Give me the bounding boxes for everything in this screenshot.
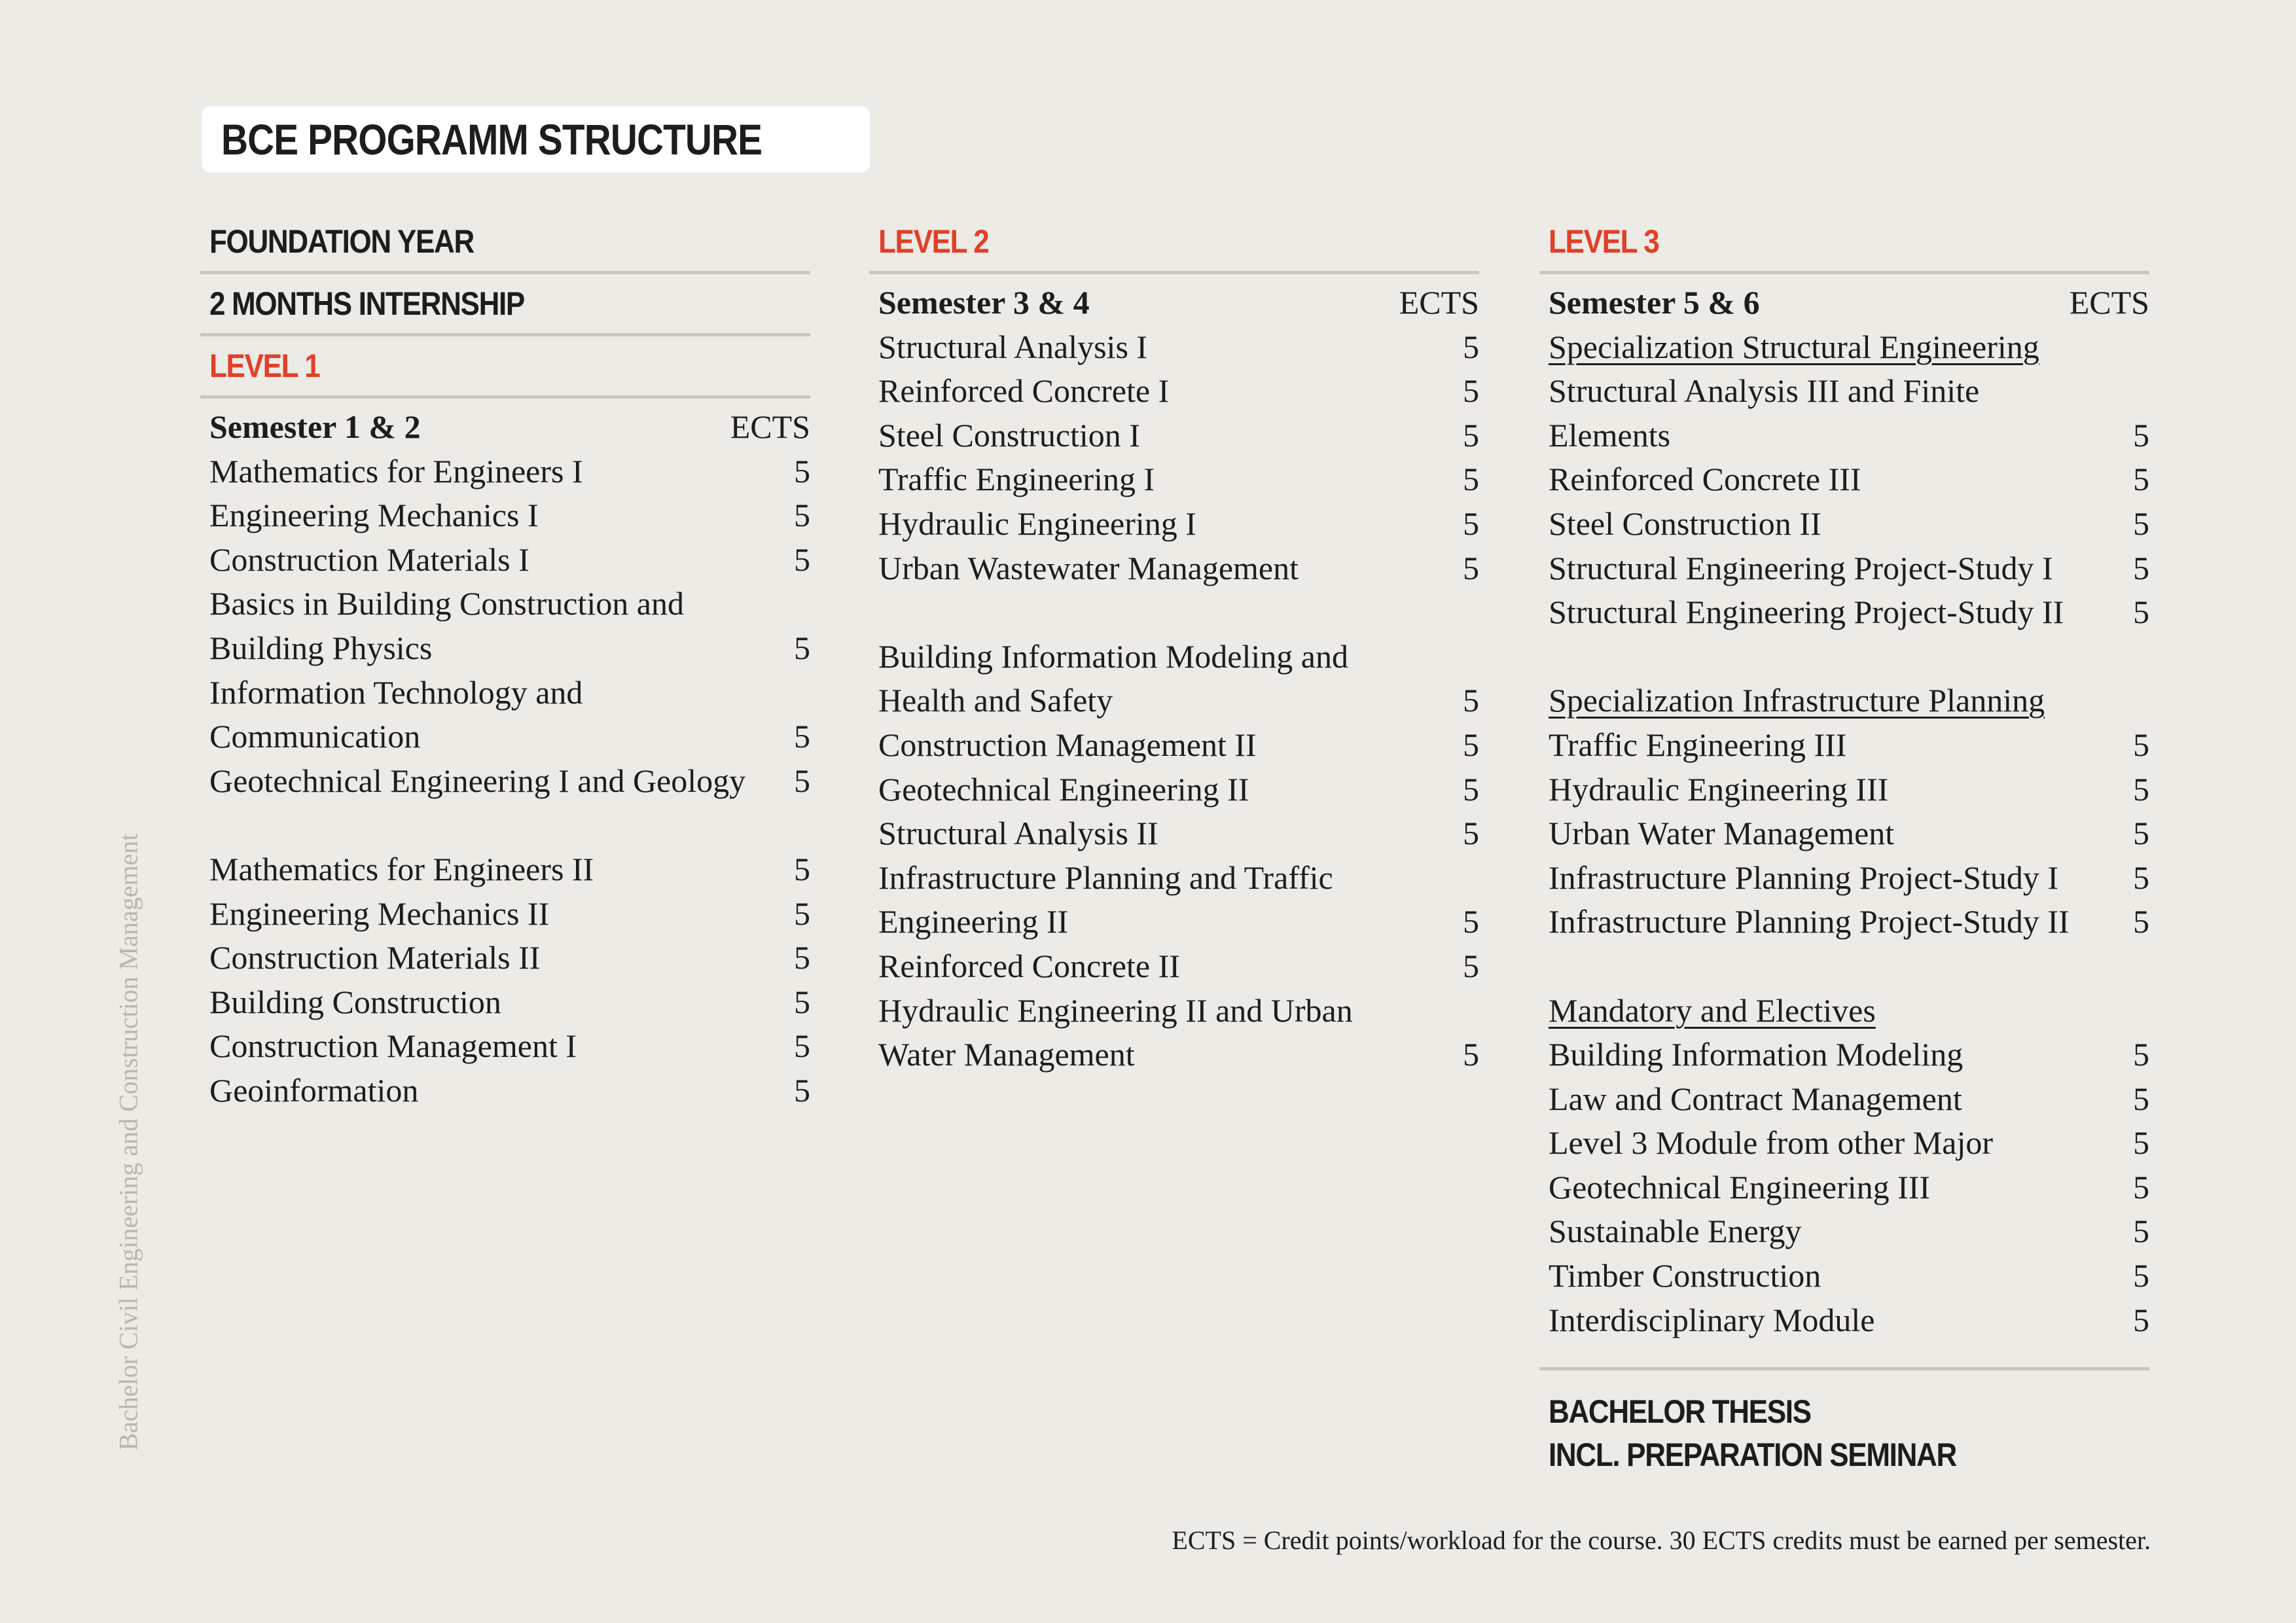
course-name: Structural Engineering Project-Study II xyxy=(1549,594,2064,631)
foundation-year-heading: FOUNDATION YEAR xyxy=(209,223,474,260)
course-ects: 5 xyxy=(1463,815,1479,852)
course-name: Structural Analysis I xyxy=(878,328,1148,365)
course-row xyxy=(878,325,1479,370)
course-row xyxy=(1549,1254,2149,1298)
course-row xyxy=(209,936,810,980)
course-ects: 5 xyxy=(2133,505,2149,542)
course-name: Traffic Engineering III xyxy=(1549,726,1847,763)
course-name: Engineering Mechanics II xyxy=(209,895,550,932)
course-name: Geoinformation xyxy=(209,1071,419,1109)
semester-header xyxy=(209,405,810,450)
course-row xyxy=(209,980,810,1025)
course-ects: 5 xyxy=(1463,903,1479,940)
course-row xyxy=(1549,590,2149,635)
specialization-heading: Specialization Structural Engineering xyxy=(1549,328,2039,365)
course-row xyxy=(878,812,1479,856)
column-level-2 xyxy=(869,212,1479,1077)
course-ects: 5 xyxy=(2133,549,2149,586)
course-name: Building Information Modeling and Health and Safety xyxy=(878,637,1348,719)
course-ects: 5 xyxy=(794,850,810,887)
course-row xyxy=(209,671,810,759)
course-name: Reinforced Concrete III xyxy=(1549,461,1861,498)
course-row xyxy=(1549,1166,2149,1210)
course-name: Geotechnical Engineering I and Geology xyxy=(209,762,746,799)
course-name: Building Information Modeling xyxy=(1549,1036,1964,1073)
course-name: Basics in Building Construction and Building Physics xyxy=(209,585,684,666)
course-list xyxy=(1539,274,2149,1342)
course-ects: 5 xyxy=(1463,770,1479,808)
course-ects: 5 xyxy=(1463,505,1479,542)
course-name: Interdisciplinary Module xyxy=(1549,1301,1875,1338)
semester-label: Semester 1 & 2 xyxy=(209,408,421,445)
course-row xyxy=(1549,1209,2149,1254)
side-caption: Bachelor Civil Engineering and Construction Management xyxy=(113,833,143,1451)
course-ects: 5 xyxy=(1463,372,1479,410)
course-row xyxy=(878,546,1479,591)
course-name: Building Construction xyxy=(209,983,501,1020)
course-ects: 5 xyxy=(794,983,810,1020)
course-ects: 5 xyxy=(1463,328,1479,365)
course-row xyxy=(209,1024,810,1069)
course-row xyxy=(1549,1121,2149,1166)
course-ects: 5 xyxy=(1463,947,1479,984)
course-name: Sustainable Energy xyxy=(1549,1213,1802,1250)
course-ects: 5 xyxy=(1463,461,1479,498)
course-row xyxy=(1549,546,2149,591)
course-ects: 5 xyxy=(1463,726,1479,763)
course-name: Traffic Engineering I xyxy=(878,461,1155,498)
course-name: Construction Management II xyxy=(878,726,1257,763)
course-name: Infrastructure Planning Project-Study I xyxy=(1549,859,2058,896)
semester-header xyxy=(878,281,1479,325)
course-ects: 5 xyxy=(2133,461,2149,498)
course-ects: 5 xyxy=(794,762,810,799)
column-level-3 xyxy=(1539,212,2149,1476)
specialization-heading: Specialization Infrastructure Planning xyxy=(1549,682,2045,719)
course-row xyxy=(1549,768,2149,812)
course-row xyxy=(878,856,1479,944)
course-list xyxy=(200,399,810,1113)
course-name: Urban Water Management xyxy=(1549,815,1895,852)
course-name: Steel Construction I xyxy=(878,416,1140,454)
ects-header: ECTS xyxy=(2069,284,2149,321)
course-row xyxy=(878,723,1479,768)
course-ects: 5 xyxy=(794,718,810,755)
course-row xyxy=(209,582,810,670)
course-ects: 5 xyxy=(1463,682,1479,719)
page-title: BCE PROGRAMM STRUCTURE xyxy=(221,115,762,164)
course-ects: 5 xyxy=(2133,1080,2149,1117)
footnote: ECTS = Credit points/workload for the course. 30 ECTS credits must be earned per semester. xyxy=(1172,1525,2151,1555)
course-name: Structural Engineering Project-Study I xyxy=(1549,549,2053,586)
course-row xyxy=(1549,1077,2149,1122)
level-1-heading: LEVEL 1 xyxy=(209,348,320,384)
course-row xyxy=(209,892,810,936)
course-name: Law and Contract Management xyxy=(1549,1080,1962,1117)
course-ects: 5 xyxy=(794,629,810,666)
course-name: Geotechnical Engineering III xyxy=(1549,1168,1931,1205)
course-name: Construction Materials II xyxy=(209,939,541,976)
course-ects: 5 xyxy=(2133,1124,2149,1162)
course-row xyxy=(209,1069,810,1113)
course-ects: 5 xyxy=(794,452,810,490)
course-row xyxy=(878,944,1479,989)
course-ects: 5 xyxy=(794,541,810,578)
course-row xyxy=(878,369,1479,414)
course-row xyxy=(1549,900,2149,944)
course-ects: 5 xyxy=(1463,416,1479,454)
course-name: Engineering Mechanics I xyxy=(209,497,539,534)
course-ects: 5 xyxy=(2133,1213,2149,1250)
course-name: Structural Analysis II xyxy=(878,815,1158,852)
semester-label: Semester 3 & 4 xyxy=(878,284,1090,321)
course-ects: 5 xyxy=(2133,815,2149,852)
bachelor-thesis xyxy=(1539,1370,2149,1476)
course-name: Steel Construction II xyxy=(1549,505,1821,542)
course-name: Geotechnical Engineering II xyxy=(878,770,1249,808)
ects-header: ECTS xyxy=(730,408,810,445)
course-ects: 5 xyxy=(2133,1036,2149,1073)
course-name: Infrastructure Planning and Traffic Engineering II xyxy=(878,859,1333,940)
course-name: Level 3 Module from other Major xyxy=(1549,1124,1993,1162)
course-row xyxy=(209,493,810,538)
course-name: Urban Wastewater Management xyxy=(878,549,1299,586)
semester-label: Semester 5 & 6 xyxy=(1549,284,1760,321)
course-row xyxy=(1549,723,2149,768)
course-ects: 5 xyxy=(1463,1036,1479,1073)
course-ects: 5 xyxy=(2133,770,2149,808)
course-row xyxy=(1549,856,2149,901)
course-ects: 5 xyxy=(2133,416,2149,454)
course-ects: 5 xyxy=(794,895,810,932)
internship-heading: 2 MONTHS INTERNSHIP xyxy=(209,285,524,322)
course-name: Hydraulic Engineering I xyxy=(878,505,1196,542)
course-name: Mathematics for Engineers II xyxy=(209,850,594,887)
course-row xyxy=(878,457,1479,502)
course-name: Structural Analysis III and Finite Elements xyxy=(1549,372,1980,454)
course-row xyxy=(1549,1033,2149,1077)
course-ects: 5 xyxy=(1463,549,1479,586)
course-ects: 5 xyxy=(794,1027,810,1065)
course-name: Information Technology and Communication xyxy=(209,673,583,755)
course-row xyxy=(878,635,1479,723)
thesis-line-1: BACHELOR THESIS xyxy=(1549,1393,1811,1431)
course-ects: 5 xyxy=(2133,1168,2149,1205)
course-name: Infrastructure Planning Project-Study II xyxy=(1549,903,2070,940)
course-row xyxy=(878,989,1479,1077)
course-name: Hydraulic Engineering III xyxy=(1549,770,1889,808)
course-name: Hydraulic Engineering II and Urban Water Management xyxy=(878,991,1353,1073)
course-ects: 5 xyxy=(2133,903,2149,940)
thesis-line-2: INCL. PREPARATION SEMINAR xyxy=(1549,1436,1956,1474)
course-row xyxy=(1549,457,2149,502)
course-name: Reinforced Concrete II xyxy=(878,947,1180,984)
level-3-heading: LEVEL 3 xyxy=(1549,223,1659,260)
course-row xyxy=(878,768,1479,812)
course-row xyxy=(209,847,810,892)
level-2-heading: LEVEL 2 xyxy=(878,223,989,260)
course-row xyxy=(209,538,810,582)
course-row xyxy=(1549,812,2149,856)
course-name: Mathematics for Engineers I xyxy=(209,452,583,490)
course-ects: 5 xyxy=(2133,726,2149,763)
page-title-box xyxy=(202,106,870,173)
course-list xyxy=(869,274,1479,1077)
course-row xyxy=(209,450,810,494)
course-ects: 5 xyxy=(2133,859,2149,896)
course-ects: 5 xyxy=(2133,594,2149,631)
column-level-1 xyxy=(200,212,810,1113)
course-row xyxy=(1549,502,2149,546)
course-row xyxy=(1549,1298,2149,1343)
course-name: Construction Materials I xyxy=(209,541,529,578)
course-name: Reinforced Concrete I xyxy=(878,372,1170,410)
course-ects: 5 xyxy=(794,497,810,534)
ects-header: ECTS xyxy=(1399,284,1479,321)
course-row xyxy=(878,502,1479,546)
electives-heading: Mandatory and Electives xyxy=(1549,991,1876,1029)
course-ects: 5 xyxy=(794,1071,810,1109)
course-name: Timber Construction xyxy=(1549,1257,1821,1294)
course-row xyxy=(878,414,1479,458)
course-row xyxy=(209,759,810,804)
course-ects: 5 xyxy=(2133,1257,2149,1294)
course-row xyxy=(1549,369,2149,457)
course-name: Construction Management I xyxy=(209,1027,577,1065)
semester-header xyxy=(1549,281,2149,325)
course-ects: 5 xyxy=(794,939,810,976)
course-ects: 5 xyxy=(2133,1301,2149,1338)
